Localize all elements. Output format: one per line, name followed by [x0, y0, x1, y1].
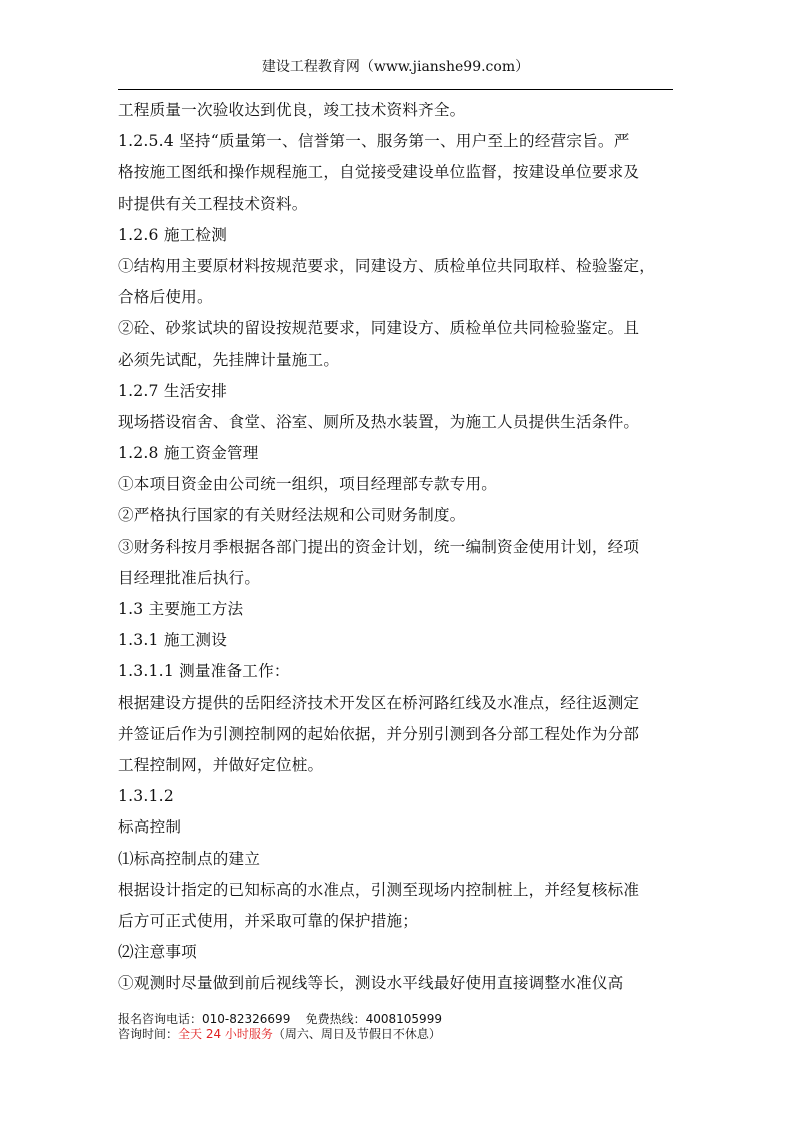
text-line: 1.2.5.4 坚持“质量第一、信誉第一、服务第一、用户至上的经营宗旨。严	[118, 132, 630, 151]
text-line: 工程控制网，并做好定位桩。	[118, 755, 324, 774]
text-line: 工程质量一次验收达到优良，竣工技术资料齐全。	[118, 101, 466, 119]
text-line: ①观测时尽量做到前后视线等长，测设水平线最好使用直接调整水准仪高	[118, 974, 624, 993]
text-line: 1.3 主要施工方法	[118, 600, 244, 618]
hotline-label: 免费热线：	[305, 1012, 366, 1026]
text-line: 根据建设方提供的岳阳经济技术开发区在桥河路红线及水准点，经往返测定	[118, 693, 640, 712]
text-line: ②砼、砂浆试块的留设按规范要求，同建设方、质检单位共同检验鉴定。且	[118, 319, 640, 338]
text-line: ⑵注意事项	[118, 943, 197, 962]
text-line: 标高控制	[118, 818, 182, 837]
text-line: 1.3.1 施工测设	[118, 631, 228, 650]
footer-hours-line	[118, 1027, 442, 1042]
footer-contact-line	[118, 1012, 442, 1027]
hotline-number: 4008105999	[365, 1012, 442, 1026]
phone-label: 报名咨询电话：	[118, 1012, 203, 1026]
hours-highlight: 全天 24 小时服务	[178, 1027, 273, 1041]
text-line: 时提供有关工程技术资料。	[118, 194, 308, 213]
text-line: 1.3.1.1 测量准备工作：	[118, 662, 290, 681]
page-header: 建设工程教育网（www.jianshe99.com）	[261, 59, 530, 75]
text-line: ③财务科按月季根据各部门提出的资金计划，统一编制资金使用计划，经项	[118, 537, 640, 556]
text-line: 1.2.8 施工资金管理	[118, 444, 259, 463]
text-line: ①本项目资金由公司统一组织，项目经理部专款专用。	[118, 475, 498, 494]
text-line: 后方可正式使用，并采取可靠的保护措施；	[118, 911, 419, 930]
text-line: 格按施工图纸和操作规程施工，自觉接受建设单位监督，按建设单位要求及	[118, 163, 640, 182]
phone-number: 010-82326699	[202, 1012, 291, 1026]
text-line: 并签证后作为引测控制网的起始依据，并分别引测到各分部工程处作为分部	[118, 724, 640, 743]
text-line: ①结构用主要原材料按规范要求，同建设方、质检单位共同取样、检验鉴定，	[118, 256, 655, 275]
text-line: 1.3.1.2	[118, 787, 174, 806]
text-line: 合格后使用。	[118, 288, 213, 307]
text-line: 根据设计指定的已知标高的水准点，引测至现场内控制桩上，并经复核标准	[118, 880, 640, 899]
text-line: 现场搭设宿舍、食堂、浴室、厕所及热水装置，为施工人员提供生活条件。	[118, 412, 640, 431]
text-line: ⑴标高控制点的建立	[118, 849, 261, 868]
text-line: 目经理批准后执行。	[118, 568, 261, 587]
text-line: 必须先试配，先挂牌计量施工。	[118, 350, 340, 369]
header-divider	[118, 89, 673, 90]
hours-note: （周六、周日及节假日不休息）	[272, 1027, 441, 1041]
document-body	[118, 95, 666, 999]
text-line: 1.2.7 生活安排	[118, 381, 228, 400]
page-footer	[118, 1012, 442, 1042]
hours-label: 咨询时间：	[118, 1027, 179, 1041]
text-line: ②严格执行国家的有关财经法规和公司财务制度。	[118, 506, 466, 525]
text-line: 1.2.6 施工检测	[118, 225, 228, 244]
